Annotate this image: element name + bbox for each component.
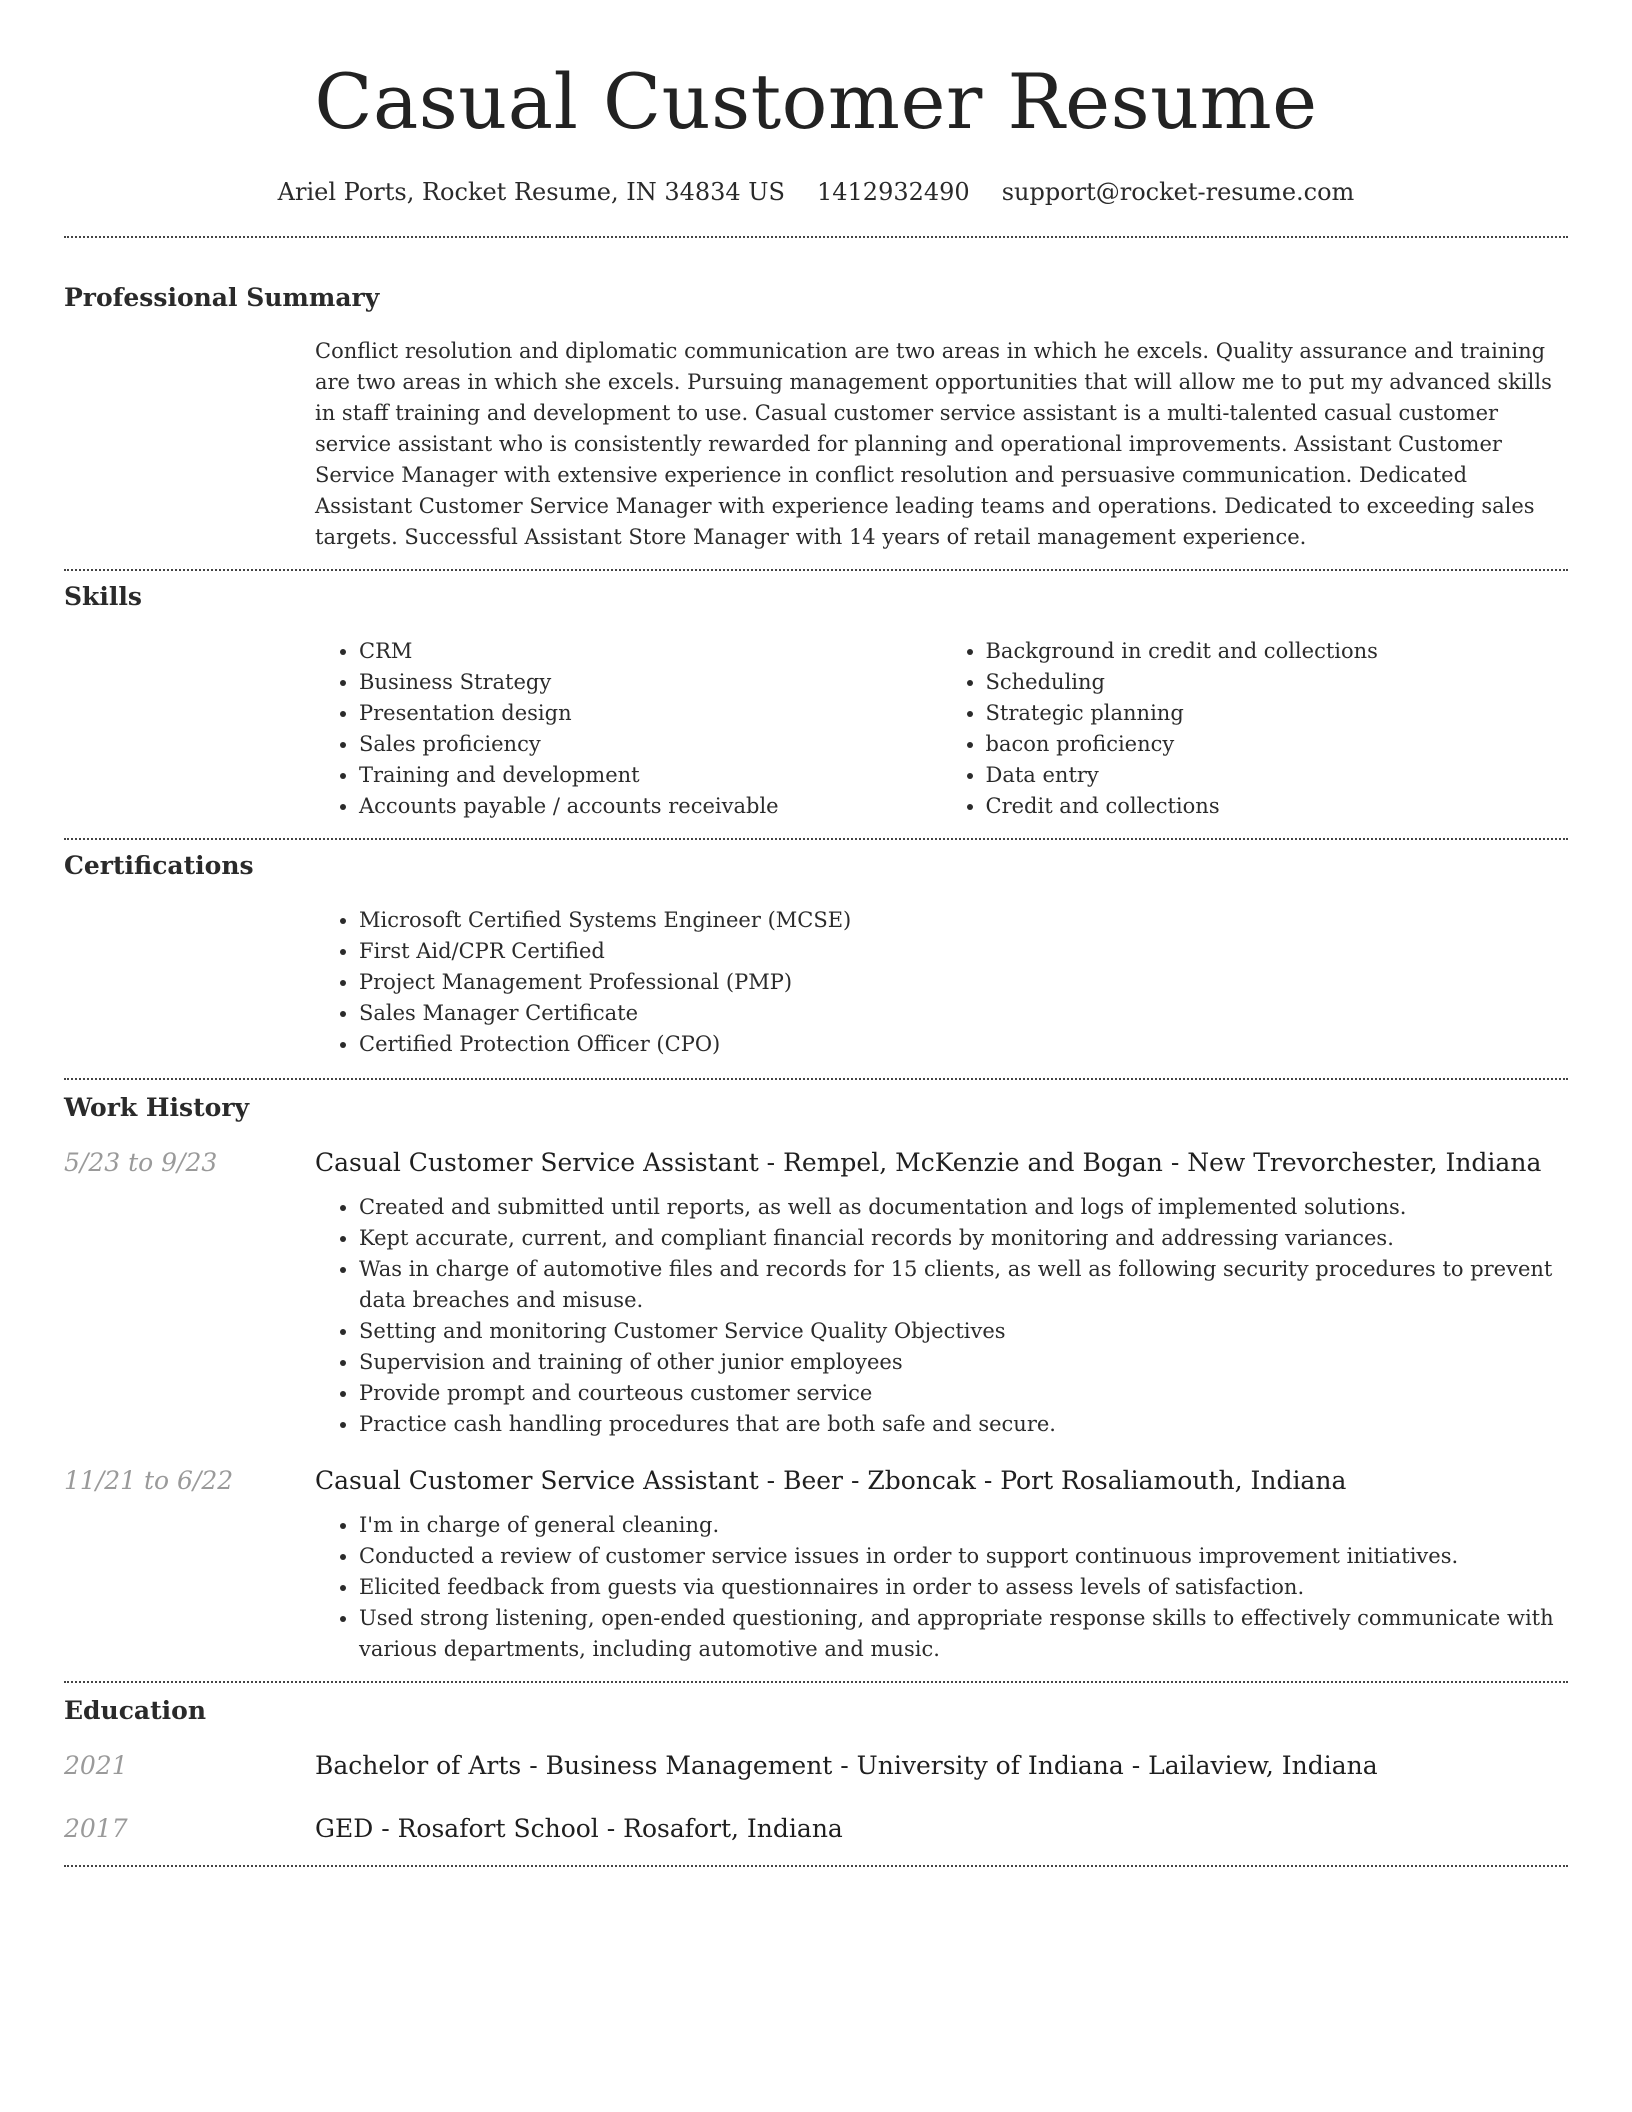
skills-list-right bbox=[942, 636, 1569, 822]
certifications-heading: Certifications bbox=[64, 851, 254, 880]
job-title: Casual Customer Service Assistant - Rempel, McKenzie and Bogan - New Trevorchester, Indiana bbox=[315, 1148, 1542, 1177]
skills-section bbox=[64, 571, 1568, 838]
resume-title: Casual Customer Resume bbox=[314, 57, 1318, 146]
list-item: • Used strong listening, open-ended questioning, and appropriate response skills to effectively communicate with various departments, including automotive and music. bbox=[359, 1603, 1568, 1665]
education-text: GED - Rosafort School - Rosafort, Indiana bbox=[315, 1814, 843, 1843]
list-item: • I'm in charge of general cleaning. bbox=[359, 1510, 1568, 1541]
certifications-list bbox=[315, 905, 1568, 1060]
list-item: • Credit and collections bbox=[986, 791, 1569, 822]
education-entry bbox=[64, 1751, 1568, 1780]
contact-line bbox=[64, 178, 1568, 206]
list-item: • bacon proficiency bbox=[986, 729, 1569, 760]
list-item: • Was in charge of automotive files and records for 15 clients, as well as following security procedures to prevent data breaches and misuse. bbox=[359, 1254, 1568, 1316]
list-item: • CRM bbox=[359, 636, 942, 667]
list-item: • First Aid/CPR Certified bbox=[359, 936, 1568, 967]
email: support@rocket-resume.com bbox=[1001, 178, 1355, 206]
list-item: • Conducted a review of customer service issues in order to support continuous improvement initiatives. bbox=[359, 1541, 1568, 1572]
job-title: Casual Customer Service Assistant - Beer - Zboncak - Port Rosaliamouth, Indiana bbox=[315, 1466, 1347, 1495]
phone: 1412932490 bbox=[816, 178, 970, 206]
job-bullets bbox=[315, 1192, 1568, 1440]
list-item: • Microsoft Certified Systems Engineer (MCSE) bbox=[359, 905, 1568, 936]
list-item: • Strategic planning bbox=[986, 698, 1569, 729]
list-item: • Background in credit and collections bbox=[986, 636, 1569, 667]
list-item: • Sales proficiency bbox=[359, 729, 942, 760]
list-item: • Certified Protection Officer (CPO) bbox=[359, 1029, 1568, 1060]
list-item: • Kept accurate, current, and compliant financial records by monitoring and addressing variances. bbox=[359, 1223, 1568, 1254]
list-item: • Business Strategy bbox=[359, 667, 942, 698]
list-item: • Project Management Professional (PMP) bbox=[359, 967, 1568, 998]
summary-heading: Professional Summary bbox=[64, 283, 380, 312]
list-item: • Provide prompt and courteous customer service bbox=[359, 1378, 1568, 1409]
job-entry bbox=[64, 1148, 1568, 1440]
job-dates: 5/23 to 9/23 bbox=[64, 1148, 218, 1177]
list-item: • Accounts payable / accounts receivable bbox=[359, 791, 942, 822]
divider bbox=[64, 1865, 1568, 1867]
job-dates: 11/21 to 6/22 bbox=[64, 1466, 234, 1495]
list-item: • Elicited feedback from guests via questionnaires in order to assess levels of satisfaction. bbox=[359, 1572, 1568, 1603]
education-heading: Education bbox=[64, 1696, 207, 1725]
education-text: Bachelor of Arts - Business Management - University of Indiana - Lailaview, Indiana bbox=[315, 1751, 1378, 1780]
work-section bbox=[64, 1080, 1568, 1681]
list-item: • Setting and monitoring Customer Service Quality Objectives bbox=[359, 1316, 1568, 1347]
certifications-section bbox=[64, 840, 1568, 1078]
list-item: • Supervision and training of other junior employees bbox=[359, 1347, 1568, 1378]
job-entry bbox=[64, 1466, 1568, 1681]
list-item: • Training and development bbox=[359, 760, 942, 791]
list-item: • Sales Manager Certificate bbox=[359, 998, 1568, 1029]
list-item: • Data entry bbox=[986, 760, 1569, 791]
list-item: • Created and submitted until reports, as well as documentation and logs of implemented solutions. bbox=[359, 1192, 1568, 1223]
job-bullets bbox=[315, 1510, 1568, 1665]
skills-heading: Skills bbox=[64, 582, 142, 611]
list-item: • Scheduling bbox=[986, 667, 1569, 698]
education-section bbox=[64, 1683, 1568, 1865]
skills-list-left bbox=[315, 636, 942, 822]
list-item: • Presentation design bbox=[359, 698, 942, 729]
list-item: • Practice cash handling procedures that are both safe and secure. bbox=[359, 1409, 1568, 1440]
summary-text: Conflict resolution and diplomatic communication are two areas in which he excels. Quality assurance and training are two areas in which she excels. Pursuing management opportunities that will allow me to put my advanced skills in staff training and development to use. Casual customer service assistant is a multi-talented casual customer service assistant who is consistently rewarded for planning and operational improvements. Assistant Customer Service Manager with extensive experience in conflict resolution and persuasive communication. Dedicated Assistant Customer Service Manager with experience leading teams and operations. Dedicated to exceeding sales targets. Successful Assistant Store Manager with 14 years of retail management experience. bbox=[315, 339, 1552, 549]
summary-section bbox=[64, 238, 1568, 569]
address: Ariel Ports, Rocket Resume, IN 34834 US bbox=[277, 178, 785, 206]
work-heading: Work History bbox=[64, 1093, 250, 1122]
education-entry bbox=[64, 1814, 1568, 1865]
education-year: 2017 bbox=[64, 1814, 128, 1843]
education-year: 2021 bbox=[64, 1751, 128, 1780]
